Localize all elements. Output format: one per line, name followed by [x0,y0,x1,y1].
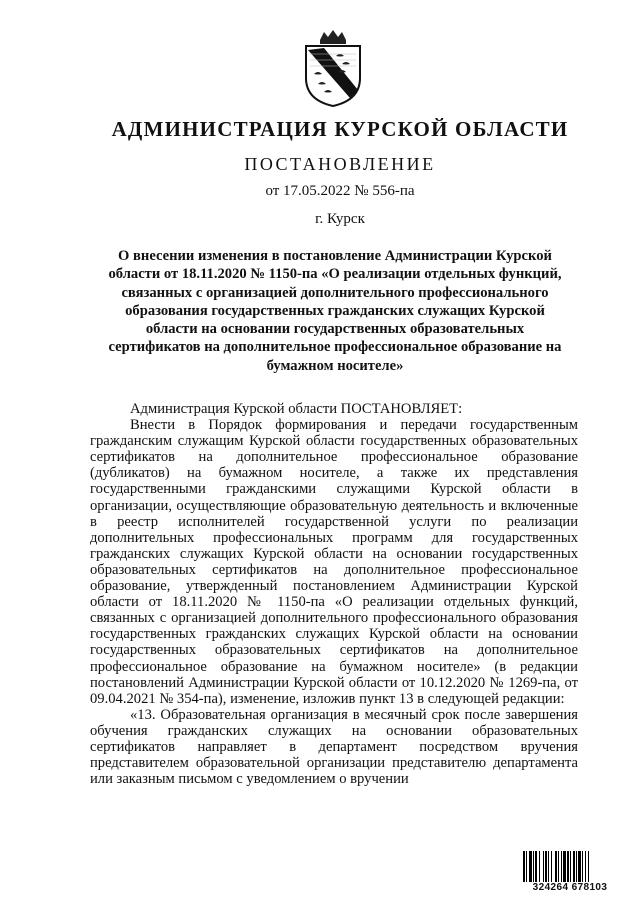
document-type: ПОСТАНОВЛЕНИЕ [244,154,436,174]
barcode-icon [522,851,618,895]
coat-of-arms-icon [298,28,368,108]
paragraph-resolves: Администрация Курской области ПОСТАНОВЛЯЕТ: [130,401,463,417]
barcode-number: 324264 678103 [522,882,618,893]
document-city: г. Курск [315,211,365,227]
organization-title: АДМИНИСТРАЦИЯ КУРСКОЙ ОБЛАСТИ [111,117,569,141]
paragraph-item-13: «13. Образовательная организация в месячный срок после завершения обучения гражданских служащих на основании образовательных сертификатов направляет в департамент посредством вручения представителем образовательной организации представителю департамента или заказным письмом с уведомлением о вручении [90,706,578,788]
document-date-number: от 17.05.2022 № 556-па [265,183,415,199]
document-body [90,401,578,787]
document-subject: О внесении изменения в постановление Администрации Курской области от 18.11.2020 № 1150-па «О реализации отдельных функций, связанных с организацией дополнительного профессионального образования государственных гражданских служащих Курской области на основании государственных образовательных сертификатов на дополнительное профессиональное образование на бумажном носителе» [108,248,562,374]
paragraph-amendment: Внести в Порядок формирования и передачи государственным гражданским служащим Курской области государственных образовательных сертификатов на дополнительное профессиональное образование (дубликатов) на бумажном носителе, а также их представления государственными гражданскими служащими Курской области в организации, осуществляющие образовательную деятельность и включенные в реестр исполнителей государственной услуги по реализации дополнительных профессиональных программ для государственных гражданских служащих Курской области на основании государственных образовательных сертификатов на дополнительное профессиональное образование, утвержденный постановлением Администрации Курской области от 18.11.2020 № 1150-па «О реализации отдельных функций, связанных с организацией дополнительного профессионального образования государственных гражданских служащих Курской области на основании государственных образовательных сертификатов на дополнительное профессиональное образование на бумажном носителе» (в редакции постановлений Администрации Курской области от 10.12.2020 № 1269-па, от 09.04.2021 № 354-па), изменение, изложив пункт 13 в следующей редакции: [90,417,578,707]
